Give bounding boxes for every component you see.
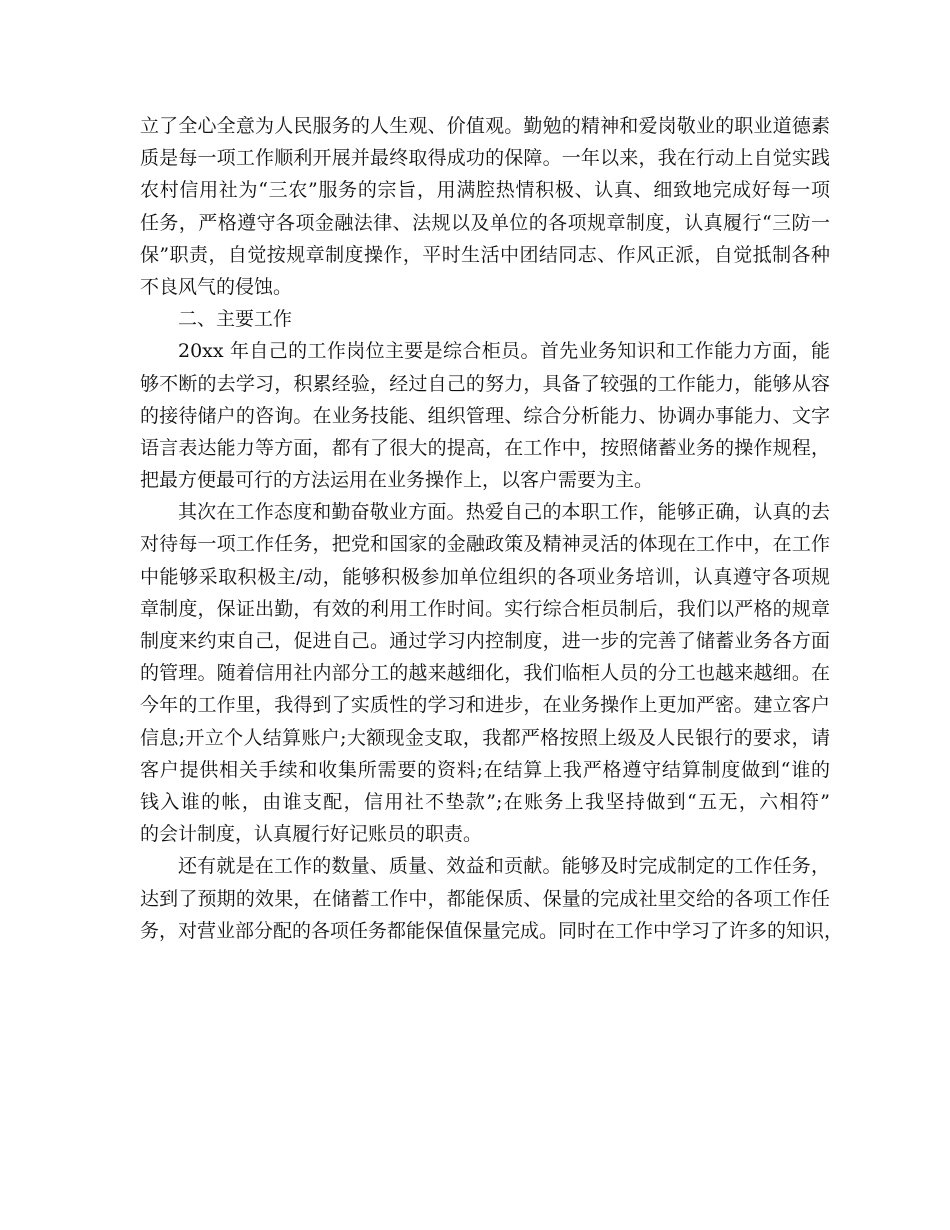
- text-line: 的管理。随着信用社内部分工的越来越细化，我们临柜人员的分工也越来越细。在: [140, 662, 830, 685]
- text-line: 达到了预期的效果，在储蓄工作中，都能保质、保量的完成社里交给的各项工作任: [140, 887, 830, 910]
- text-line: 钱入谁的帐，由谁支配，信用社不垫款”;在账务上我坚持做到“五无，六相符”: [140, 790, 830, 813]
- text-line: 质是每一项工作顺利开展并最终取得成功的保障。一年以来，我在行动上自觉实践: [140, 147, 830, 170]
- text-line: 对待每一项工作任务，把党和国家的金融政策及精神灵活的体现在工作中，在工作: [140, 533, 830, 556]
- text-line: 信息;开立个人结算账户;大额现金支取，我都严格按照上级及人民银行的要求，请: [140, 726, 830, 749]
- paragraph-2: [140, 335, 830, 496]
- text-line: 的会计制度，认真履行好记账员的职责。: [140, 823, 483, 846]
- text-line: 立了全心全意为人民服务的人生观、价值观。勤勉的精神和爱岗敬业的职业道德素: [140, 115, 830, 137]
- document-body: [140, 110, 844, 947]
- text-line: 今年的工作里，我得到了实质性的学习和进步，在业务操作上更加严密。建立客户: [140, 694, 830, 717]
- section-heading-text: 二、主要工作: [178, 308, 293, 331]
- text-line: 其次在工作态度和勤奋敬业方面。热爱自己的本职工作，能够正确，认真的去: [178, 501, 830, 524]
- paragraph-3: [140, 496, 830, 850]
- text-line: 不良风气的侵蚀。: [140, 275, 293, 298]
- text-line: 把最方便最可行的方法运用在业务操作上，以客户需要为主。: [140, 469, 654, 492]
- text-line: 农村信用社为“三农”服务的宗旨，用满腔热情积极、认真、细致地完成好每一项: [140, 179, 830, 202]
- text-line: 中能够采取积极主/动，能够积极参加单位组织的各项业务培训，认真遵守各项规: [140, 565, 830, 588]
- section-heading: [140, 303, 830, 335]
- text-line: 章制度，保证出勤，有效的利用工作时间。实行综合柜员制后，我们以严格的规章: [140, 597, 830, 620]
- paragraph-1: [140, 110, 830, 303]
- text-line: 语言表达能力等方面，都有了很大的提高，在工作中，按照储蓄业务的操作规程，: [140, 436, 830, 459]
- text-line: 制度来约束自己，促进自己。通过学习内控制度，进一步的完善了储蓄业务各方面: [140, 630, 830, 652]
- text-line: 务，对营业部分配的各项任务都能保值保量完成。同时在工作中学习了许多的知识，: [140, 919, 844, 942]
- text-line: 20xx 年自己的工作岗位主要是综合柜员。首先业务知识和工作能力方面，能: [178, 340, 830, 363]
- text-line: 保”职责，自觉按规章制度操作，平时生活中团结同志、作风正派，自觉抵制各种: [140, 243, 830, 266]
- text-line: 任务，严格遵守各项金融法律、法规以及单位的各项规章制度，认真履行“三防一: [140, 211, 830, 234]
- text-line: 的接待储户的咨询。在业务技能、组织管理、综合分析能力、协调办事能力、文字: [140, 404, 830, 427]
- text-line: 还有就是在工作的数量、质量、效益和贡献。能够及时完成制定的工作任务，: [178, 855, 830, 878]
- text-line: 够不断的去学习，积累经验，经过自己的努力，具备了较强的工作能力，能够从容: [140, 372, 830, 395]
- paragraph-4: [140, 850, 844, 947]
- text-line: 客户提供相关手续和收集所需要的资料;在结算上我严格遵守结算制度做到“谁的: [140, 758, 830, 781]
